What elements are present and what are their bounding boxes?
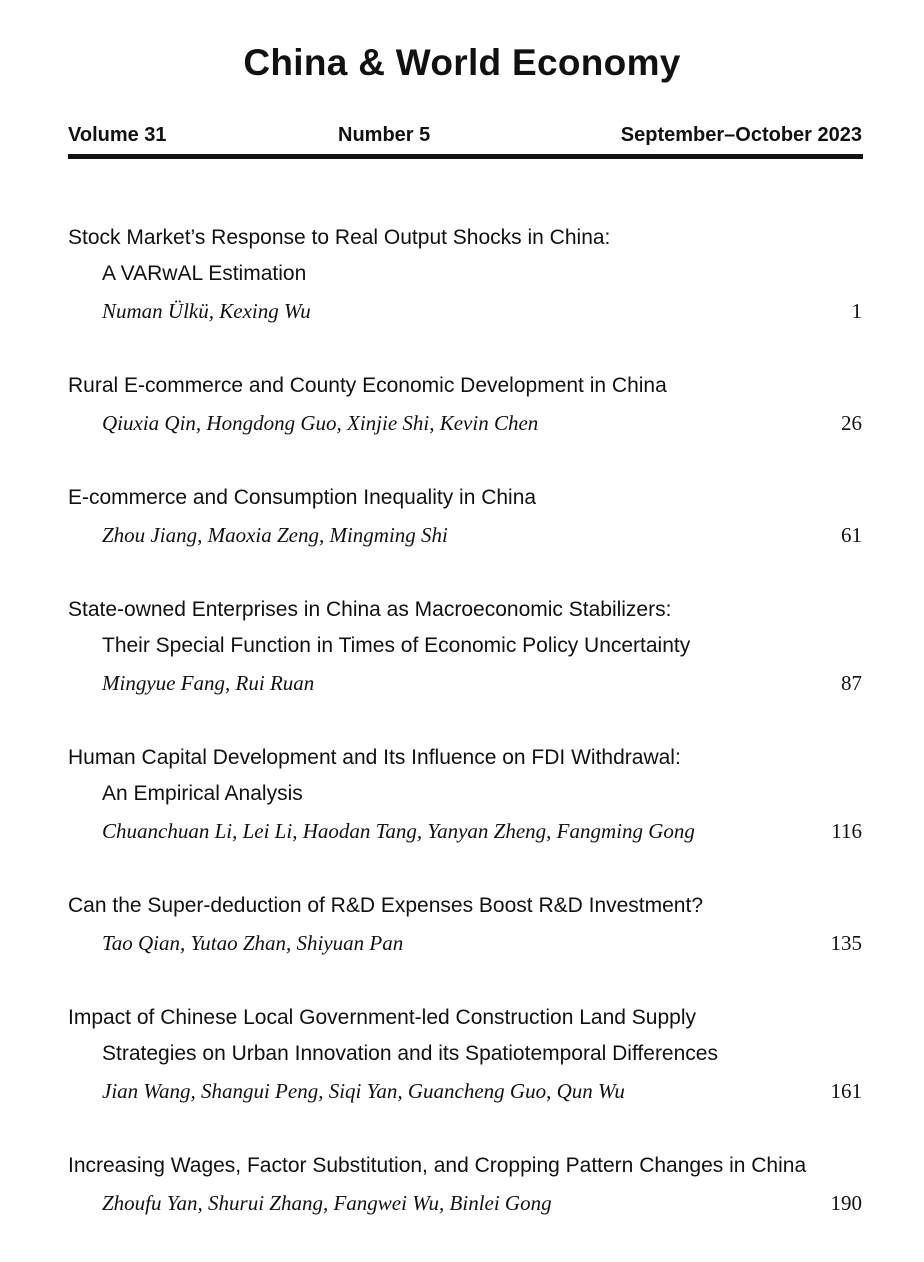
article-page-number: 26: [841, 411, 862, 435]
article-page-number: 161: [830, 1079, 862, 1103]
toc-entry[interactable]: [68, 220, 862, 328]
article-title-line: State-owned Enterprises in China as Macroeconomic Stabilizers:: [68, 598, 672, 621]
issue-volume: Volume 31: [68, 124, 167, 146]
article-title-line: Can the Super-deduction of R&D Expenses Boost R&D Investment?: [68, 894, 704, 917]
article-title[interactable]: [68, 220, 862, 292]
article-authors: Zhoufu Yan, Shurui Zhang, Fangwei Wu, Binlei Gong: [102, 1191, 552, 1215]
article-title-line: Human Capital Development and Its Influence on FDI Withdrawal:: [68, 746, 681, 769]
article-authors: Jian Wang, Shangui Peng, Siqi Yan, Guancheng Guo, Qun Wu: [102, 1079, 625, 1103]
article-title[interactable]: [68, 1148, 862, 1184]
issue-date: September–October 2023: [620, 124, 862, 146]
toc-entry[interactable]: [68, 1000, 862, 1108]
article-authors: Qiuxia Qin, Hongdong Guo, Xinjie Shi, Kevin Chen: [102, 411, 539, 435]
article-page-number: 1: [851, 299, 862, 323]
article-title[interactable]: [68, 888, 862, 924]
article-page-number: 116: [831, 819, 862, 843]
issue-number: Number 5: [338, 124, 431, 146]
article-page-number: 61: [841, 523, 862, 547]
article-authors: Mingyue Fang, Rui Ruan: [102, 671, 315, 695]
article-title-line: E-commerce and Consumption Inequality in China: [68, 486, 537, 509]
toc-entry[interactable]: [68, 740, 862, 848]
article-authors: Numan Ülkü, Kexing Wu: [102, 299, 311, 323]
article-title[interactable]: [68, 368, 862, 404]
article-title-line: Rural E-commerce and County Economic Development in China: [68, 374, 667, 397]
table-of-contents: [68, 220, 862, 1260]
article-title-line: An Empirical Analysis: [102, 782, 303, 805]
article-title-line: Impact of Chinese Local Government-led Construction Land Supply: [68, 1006, 697, 1029]
article-title[interactable]: [68, 592, 862, 664]
article-page-number: 87: [841, 671, 862, 695]
article-title[interactable]: [68, 480, 862, 516]
article-title-line: Increasing Wages, Factor Substitution, and Cropping Pattern Changes in China: [68, 1154, 807, 1177]
article-page-number: 135: [830, 931, 862, 955]
article-title-line: Their Special Function in Times of Economic Policy Uncertainty: [102, 634, 691, 657]
article-title-line: Strategies on Urban Innovation and its Spatiotemporal Differences: [102, 1042, 718, 1065]
article-authors: Chuanchuan Li, Lei Li, Haodan Tang, Yanyan Zheng, Fangming Gong: [102, 819, 695, 843]
header-divider: [68, 154, 863, 159]
toc-entry[interactable]: [68, 1148, 862, 1220]
toc-entry[interactable]: [68, 888, 862, 960]
article-page-number: 190: [830, 1191, 862, 1215]
article-title[interactable]: [68, 1000, 862, 1072]
journal-title: China & World Economy: [243, 42, 681, 83]
article-title-line: Stock Market’s Response to Real Output Shocks in China:: [68, 226, 611, 249]
article-authors: Tao Qian, Yutao Zhan, Shiyuan Pan: [102, 931, 404, 955]
issue-info-bar: [68, 124, 862, 152]
article-title-line: A VARwAL Estimation: [102, 262, 307, 285]
toc-entry[interactable]: [68, 368, 862, 440]
article-title[interactable]: [68, 740, 862, 812]
article-authors: Zhou Jiang, Maoxia Zeng, Mingming Shi: [102, 523, 448, 547]
toc-entry[interactable]: [68, 592, 862, 700]
toc-entry[interactable]: [68, 480, 862, 552]
